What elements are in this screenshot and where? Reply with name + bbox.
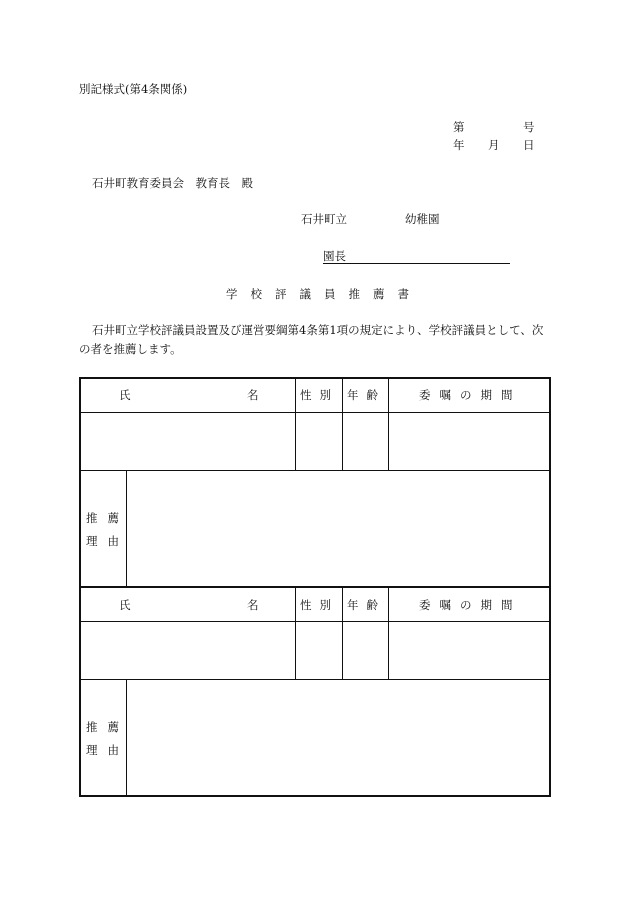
- header-name-2b: 名: [247, 598, 259, 612]
- principal-label: 園長: [323, 249, 346, 263]
- header-name-1: 氏: [119, 388, 131, 402]
- sender-town: 石井町立: [301, 212, 347, 226]
- header-age: 年齢: [347, 388, 386, 402]
- sender-kindergarten: 幼稚園: [405, 212, 440, 226]
- reason-input-1[interactable]: [127, 471, 549, 586]
- period-input-1[interactable]: [389, 413, 549, 470]
- header-period: 委嘱の期間: [419, 388, 522, 402]
- form-reference: 別記様式(第4条関係): [79, 82, 188, 96]
- reason-label-1b: 理由: [86, 534, 129, 548]
- name-input-1[interactable]: [81, 413, 295, 470]
- name-input-2[interactable]: [81, 622, 295, 679]
- reason-label-1a: 推薦: [86, 511, 129, 525]
- age-input-2[interactable]: [343, 622, 388, 679]
- document-number-prefix: 第: [453, 120, 465, 134]
- header-age-2: 年齢: [347, 598, 386, 612]
- sex-input-1[interactable]: [296, 413, 342, 470]
- recommendation-table: [79, 377, 551, 797]
- header-period-2: 委嘱の期間: [419, 598, 522, 612]
- reason-label-2b: 理由: [86, 743, 129, 757]
- reason-label-2a: 推薦: [86, 720, 129, 734]
- reason-input-2[interactable]: [127, 680, 549, 795]
- body-text-line-1: 石井町立学校評議員設置及び運営要綱第4条第1項の規定により、学校評議員として、次: [92, 323, 544, 337]
- document-number-suffix: 号: [523, 120, 535, 134]
- period-input-2[interactable]: [389, 622, 549, 679]
- header-name-2: 名: [247, 388, 259, 402]
- age-input-1[interactable]: [343, 413, 388, 470]
- header-sex: 性別: [300, 388, 339, 402]
- date-day: 日: [523, 138, 535, 152]
- document-title: 学校評議員推薦書: [226, 287, 422, 301]
- principal-signature-line: [323, 249, 510, 264]
- date-month: 月: [488, 138, 500, 152]
- header-name-1b: 氏: [119, 598, 131, 612]
- date-year: 年: [453, 138, 465, 152]
- addressee: 石井町教育委員会 教育長 殿: [92, 176, 253, 190]
- header-sex-2: 性別: [300, 598, 339, 612]
- sex-input-2[interactable]: [296, 622, 342, 679]
- body-text-line-2: の者を推薦します。: [79, 342, 182, 356]
